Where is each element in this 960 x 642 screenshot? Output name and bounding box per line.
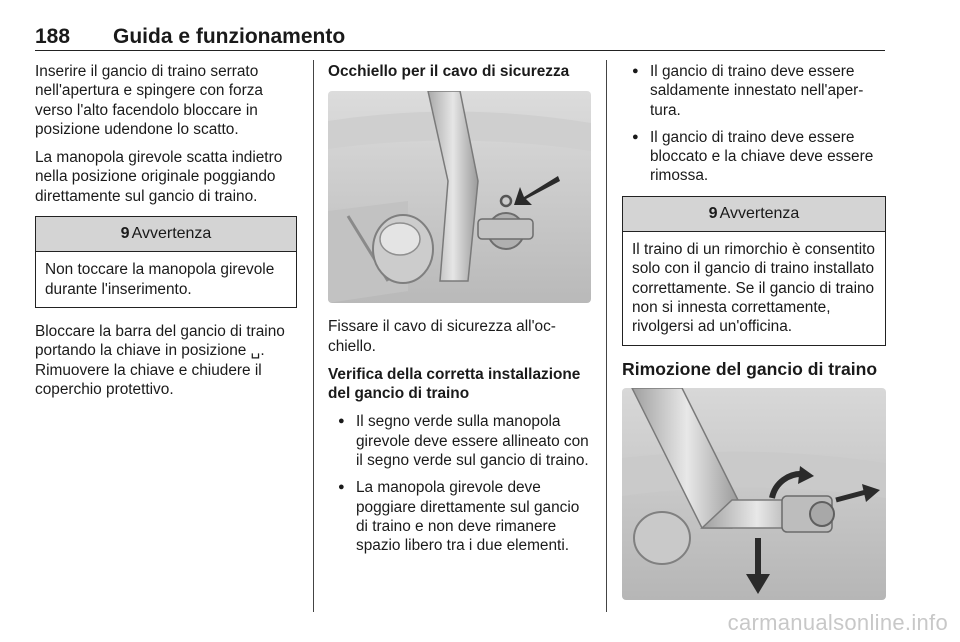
- paragraph: Bloccare la barra del gancio di traino portando la chiave in posizione ␣. Rimuovere la chiave e chiudere il coperchio protettivo.: [35, 322, 285, 398]
- page-header: [35, 16, 885, 51]
- warning-icon: 9: [708, 204, 718, 222]
- watermark: carmanualsonline.info: [727, 610, 948, 635]
- column-2: [328, 62, 593, 565]
- paragraph: La manopola girevole scatta indietro nella posizione originale poggiando direttamente sul gancio di traino.: [35, 149, 283, 205]
- warning-text: Non toccare la manopola girevole durante l'inserimento.: [45, 261, 275, 298]
- check-list: [328, 412, 593, 555]
- list-item: ● La manopola girevole deve poggiare direttamente sul gancio di traino e non deve rimanere spazio libero tra i due elementi.: [328, 478, 593, 555]
- safety-cable-eyelet-illustration: [328, 91, 591, 303]
- list-item: ● Il gancio di traino deve essere saldamente innestato nell'apertura.: [622, 62, 886, 120]
- paragraph: Inserire il gancio di traino serrato nell'apertura e spingere con forza verso l'alto facendolo bloccare in posizione udendone lo scatto.: [35, 63, 263, 138]
- column-divider: [313, 60, 314, 612]
- warning-box: [622, 196, 886, 346]
- warning-title: Avvertenza: [719, 204, 800, 222]
- page-title: Guida e funzionamento: [113, 25, 346, 48]
- warning-header: [623, 197, 885, 232]
- warning-title: Avvertenza: [131, 225, 212, 243]
- warning-box: [35, 216, 297, 308]
- warning-icon: 9: [120, 225, 130, 243]
- check-list: [622, 62, 886, 186]
- warning-header: [36, 217, 296, 252]
- column-3: [622, 62, 886, 600]
- section-heading: Occhiello per il cavo di sicurezza: [328, 63, 570, 80]
- section-heading: Rimozione del gancio di traino: [622, 358, 878, 379]
- warning-text: Il traino di un rimorchio è consentito solo con il gancio di traino installato correttamente. Se il gancio di traino non si innesta correttamente, rivolgersi ad un'officina.: [632, 241, 875, 336]
- page-number: 188: [35, 25, 71, 48]
- column-1: [35, 62, 297, 408]
- tow-hook-removal-illustration: [622, 388, 886, 600]
- column-divider: [606, 60, 607, 612]
- subsection-heading: Verifica della corretta installazione del gancio di traino: [328, 365, 581, 403]
- paragraph: Fissare il cavo di sicurezza all'occhiello.: [328, 318, 556, 355]
- list-item: ● Il gancio di traino deve essere bloccato e la chiave deve essere rimossa.: [622, 128, 886, 186]
- list-item: ● Il segno verde sulla manopola girevole deve essere allineato con il segno verde sul gancio di traino.: [328, 412, 593, 470]
